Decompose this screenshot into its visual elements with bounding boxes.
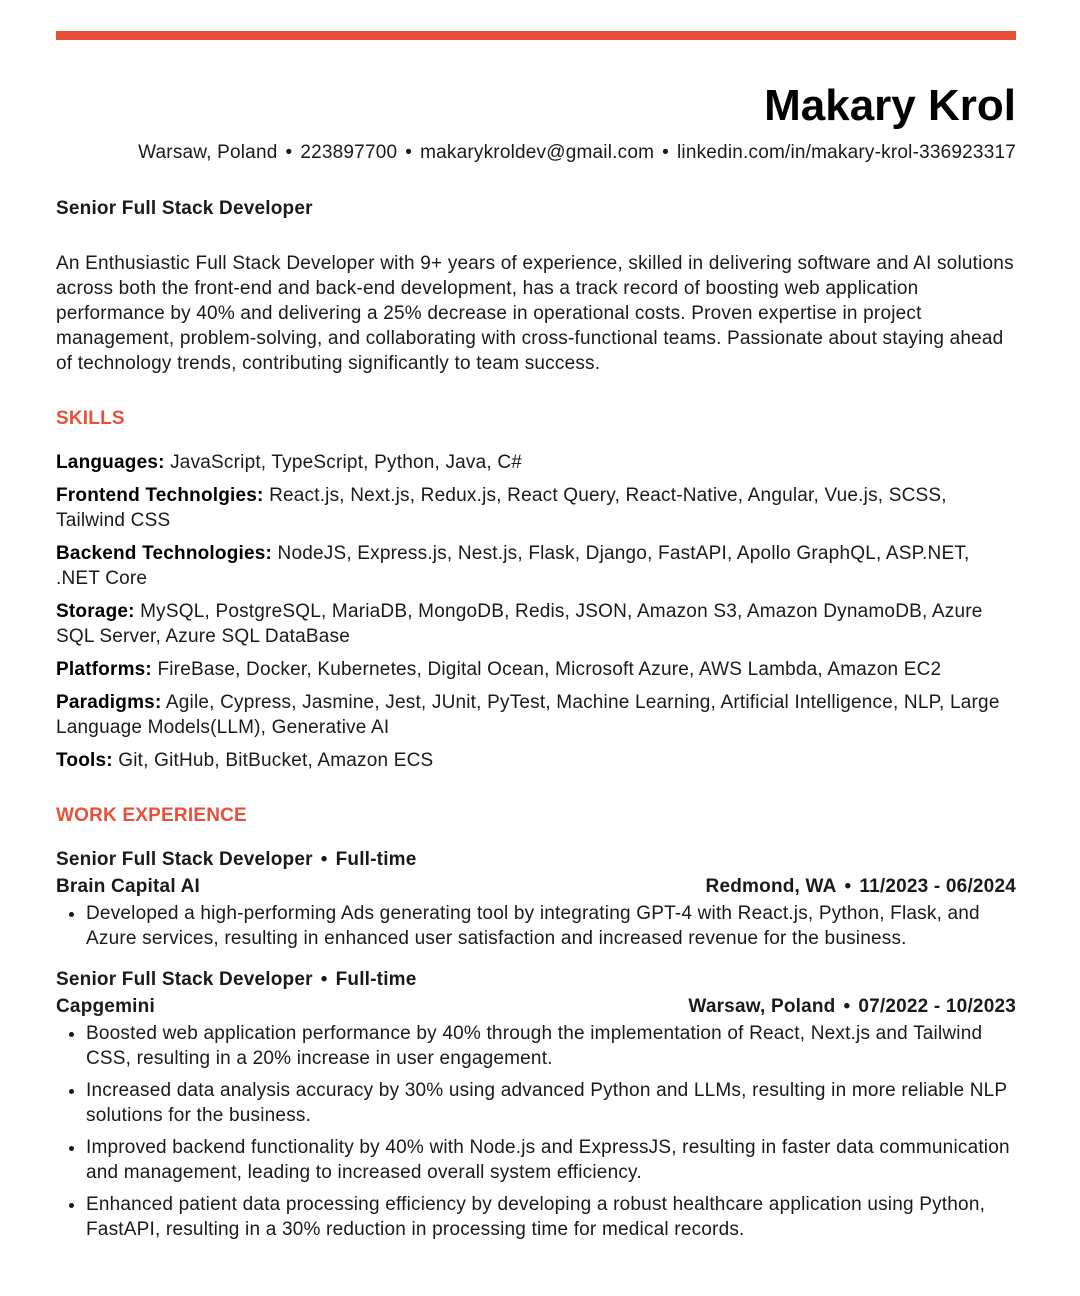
skill-value: FireBase, Docker, Kubernetes, Digital Ocean, Microsoft Azure, AWS Lambda, Amazon EC2 [157, 659, 942, 680]
job-entry [56, 847, 1016, 951]
job-location: Redmond, WA [705, 876, 837, 897]
skill-value: Agile, Cypress, Jasmine, Jest, JUnit, PyTest, Machine Learning, Artificial Intelligence, NLP, Large Language Models(LLM), Generative AI [56, 692, 1000, 738]
job-company: Capgemini [56, 996, 155, 1017]
headline: Senior Full Stack Developer [56, 198, 313, 219]
skill-row [56, 657, 1016, 682]
skill-row [56, 690, 1016, 740]
separator: • [320, 969, 328, 990]
skill-row [56, 748, 1016, 773]
skill-label: Languages: [56, 452, 165, 473]
job-title: Senior Full Stack Developer [56, 849, 313, 870]
job-bullets [56, 1021, 1016, 1242]
skill-label: Frontend Technolgies: [56, 485, 264, 506]
experience-list [56, 847, 1016, 1242]
skill-label: Tools: [56, 750, 113, 771]
separator: • [320, 849, 328, 870]
job-title: Senior Full Stack Developer [56, 969, 313, 990]
skill-label: Storage: [56, 601, 135, 622]
skill-row [56, 541, 1016, 591]
skills-heading: SKILLS [56, 408, 125, 429]
skill-row [56, 599, 1016, 649]
job-company-line [56, 874, 1016, 899]
job-title-line [56, 967, 1016, 992]
skill-value: JavaScript, TypeScript, Python, Java, C# [170, 452, 523, 473]
job-bullet: • Improved backend functionality by 40% with Node.js and ExpressJS, resulting in faster data communication and management, leading to increased overall system efficiency. [86, 1135, 1016, 1185]
job-title-group [56, 967, 417, 992]
contact-email[interactable]: makarykroldev@gmail.com [420, 142, 655, 163]
job-title-line [56, 847, 1016, 872]
job-company: Brain Capital AI [56, 876, 200, 897]
job-bullet: • Increased data analysis accuracy by 30% using advanced Python and LLMs, resulting in more reliable NLP solutions for the business. [86, 1078, 1016, 1128]
separator: • [844, 876, 852, 897]
separator: • [843, 996, 851, 1017]
job-bullet: • Boosted web application performance by 40% through the implementation of React, Next.js and Tailwind CSS, resulting in a 20% increase in user engagement. [86, 1021, 1016, 1071]
contact-line [56, 140, 1016, 165]
job-title-group [56, 847, 417, 872]
job-company-line [56, 994, 1016, 1019]
job-type: Full-time [335, 969, 417, 990]
skill-label: Paradigms: [56, 692, 162, 713]
contact-phone: 223897700 [300, 142, 398, 163]
skill-label: Backend Technologies: [56, 543, 273, 564]
skill-row [56, 450, 1016, 475]
separator: • [662, 142, 669, 163]
separator: • [285, 142, 293, 163]
contact-location: Warsaw, Poland [138, 142, 278, 163]
job-bullet: • Developed a high-performing Ads generating tool by integrating GPT-4 with React.js, Python, Flask, and Azure services, resulting in enhanced user satisfaction and increased revenue for the business. [86, 901, 1016, 951]
experience-heading: WORK EXPERIENCE [56, 805, 247, 826]
job-location-dates [706, 874, 1016, 899]
separator: • [405, 142, 413, 163]
skill-row [56, 483, 1016, 533]
job-location-dates [688, 994, 1016, 1019]
skill-label: Platforms: [56, 659, 152, 680]
skill-value: MySQL, PostgreSQL, MariaDB, MongoDB, Redis, JSON, Amazon S3, Amazon DynamoDB, Azure SQL Server, Azure SQL DataBase [56, 601, 983, 647]
job-type: Full-time [335, 849, 417, 870]
summary: An Enthusiastic Full Stack Developer with 9+ years of experience, skilled in delivering software and AI solutions across both the front-end and back-end development, has a track record of boosting web application performance by 40% and delivering a 25% decrease in operational costs. Proven expertise in project management, problem-solving, and collaborating with cross-functional teams. Passionate about staying ahead of technology trends, contributing significantly to team success. [56, 253, 1014, 374]
resume [56, 80, 1016, 1249]
job-dates: 11/2023 - 06/2024 [859, 876, 1016, 897]
contact-linkedin[interactable]: linkedin.com/in/makary-krol-336923317 [676, 142, 1016, 163]
skill-value: React.js, Next.js, Redux.js, React Query, React-Native, Angular, Vue.js, SCSS, Tailwind CSS [56, 485, 947, 531]
job-entry [56, 967, 1016, 1242]
candidate-name: Makary Krol [764, 81, 1016, 130]
job-bullet: • Enhanced patient data processing efficiency by developing a robust healthcare application using Python, FastAPI, resulting in a 30% reduction in processing time for medical records. [86, 1192, 1016, 1242]
skill-value: Git, GitHub, BitBucket, Amazon ECS [118, 750, 434, 771]
skill-value: NodeJS, Express.js, Nest.js, Flask, Django, FastAPI, Apollo GraphQL, ASP.NET, .NET Core [56, 543, 970, 589]
job-bullets [56, 901, 1016, 951]
job-dates: 07/2022 - 10/2023 [858, 996, 1016, 1017]
skills-list [56, 450, 1016, 773]
job-location: Warsaw, Poland [688, 996, 836, 1017]
accent-bar [56, 31, 1016, 40]
